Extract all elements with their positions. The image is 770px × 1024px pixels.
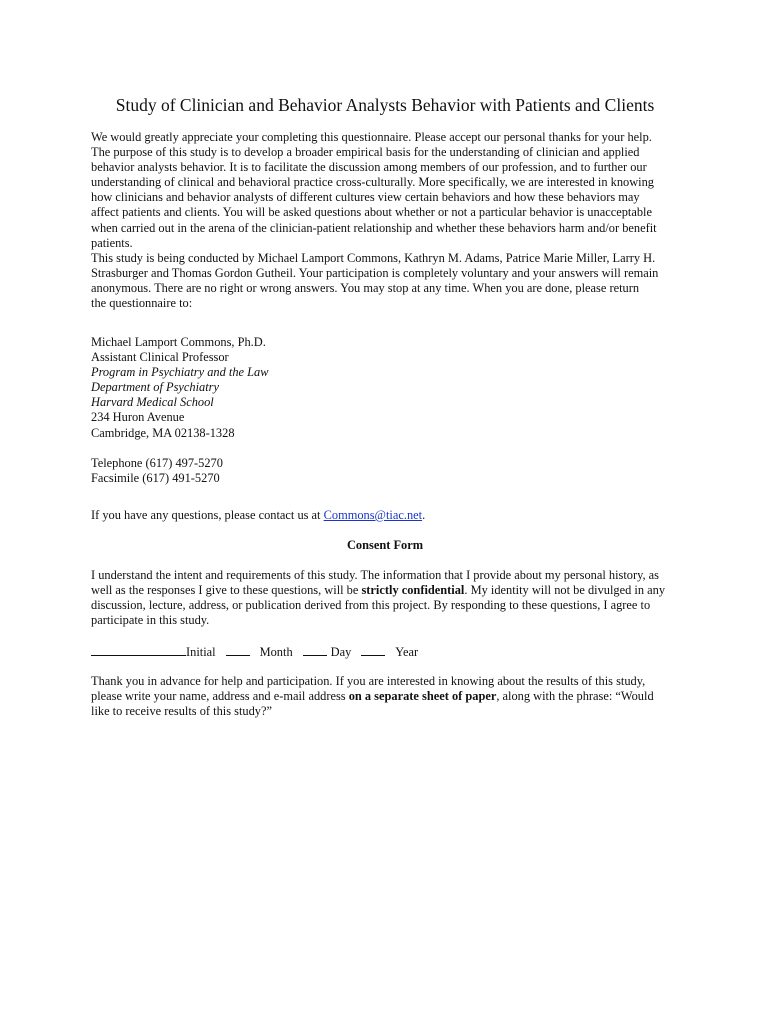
consent-paragraph xyxy=(91,568,691,628)
facsimile-number: Facsimile (617) 491-5270 xyxy=(91,471,220,486)
intro-line: the questionnaire to: xyxy=(91,296,193,311)
address-city: Cambridge, MA 02138-1328 xyxy=(91,425,235,440)
intro-line: how clinicians and behavior analysts of different cultures view certain behaviors and how these behaviors may xyxy=(91,190,640,205)
questions-sentence xyxy=(91,508,691,523)
address-school: Harvard Medical School xyxy=(91,395,214,410)
address-street: 234 Huron Avenue xyxy=(91,410,185,425)
day-label: Day xyxy=(330,645,352,659)
intro-line: We would greatly appreciate your completing this questionnaire. Please accept our personal thanks for your help. xyxy=(91,130,652,144)
consent-line xyxy=(91,583,691,598)
intro-line: affect patients and clients. You will be asked questions about whether or not a particular behavior is unacceptable xyxy=(91,205,652,220)
questions-line xyxy=(91,508,691,523)
thanks-line2-post: , along with the phrase: “Would xyxy=(496,689,654,704)
thanks-line: like to receive results of this study?” xyxy=(91,704,272,719)
consent-line: participate in this study. xyxy=(91,613,210,628)
intro-line: behavior analysts behavior. It is to facilitate the discussion among members of our profession, and to further our xyxy=(91,160,647,175)
contact-numbers xyxy=(91,456,691,486)
address-name: Michael Lamport Commons, Ph.D. xyxy=(91,335,266,349)
intro-line: understanding of clinical and behavioral practice cross-culturally. More specifically, we are interested in knowing xyxy=(91,175,654,190)
signature-line xyxy=(91,644,691,660)
month-label: Month xyxy=(259,645,293,659)
initial-blank[interactable] xyxy=(91,644,186,656)
mailing-address xyxy=(91,335,691,441)
intro-line: This study is being conducted by Michael Lamport Commons, Kathryn M. Adams, Patrice Marie Miller, Larry H. xyxy=(91,250,656,265)
separate-sheet-text: on a separate sheet of paper xyxy=(348,689,497,704)
initial-date-row xyxy=(91,644,691,660)
thanks-paragraph xyxy=(91,674,691,719)
consent-line2-post: . My identity will not be divulged in any xyxy=(464,583,666,598)
address-position: Assistant Clinical Professor xyxy=(91,350,229,365)
telephone-number: Telephone (617) 497-5270 xyxy=(91,456,223,470)
consent-form-heading: Consent Form xyxy=(346,538,424,552)
year-label: Year xyxy=(395,645,419,659)
intro-line: anonymous. There are no right or wrong answers. You may stop at any time. When you are done, please return xyxy=(91,280,640,295)
year-blank[interactable] xyxy=(361,644,385,656)
consent-line: discussion, lecture, address, or publication derived from this project. By responding to these questions, I agree to xyxy=(91,598,651,613)
thanks-line2-pre: please write your name, address and e-mail address xyxy=(91,689,349,704)
questions-suffix: . xyxy=(422,508,426,522)
email-link[interactable]: Commons@tiac.net xyxy=(323,508,423,522)
initial-label: Initial xyxy=(186,645,216,659)
address-department: Department of Psychiatry xyxy=(91,380,220,395)
questions-prefix: If you have any questions, please contact us at xyxy=(91,508,324,522)
strictly-confidential-text: strictly confidential xyxy=(361,583,465,598)
thanks-line xyxy=(91,689,691,704)
intro-line: The purpose of this study is to develop a broader empirical basis for the understanding of clinician and applied xyxy=(91,145,640,160)
intro-line: patients. xyxy=(91,235,133,250)
intro-line: Strasburger and Thomas Gordon Gutheil. Your participation is completely voluntary and your answers will remain xyxy=(91,265,659,280)
document-title: Study of Clinician and Behavior Analysts Behavior with Patients and Clients xyxy=(115,95,655,115)
thanks-line: Thank you in advance for help and participation. If you are interested in knowing about the results of this study, xyxy=(91,674,646,688)
intro-paragraph xyxy=(91,130,691,311)
month-blank[interactable] xyxy=(226,644,250,656)
intro-line: when carried out in the arena of the clinician-patient relationship and whether these behaviors harm and/or benefit xyxy=(91,220,657,235)
address-program: Program in Psychiatry and the Law xyxy=(91,365,269,380)
consent-line2-pre: well as the responses I give to these questions, will be xyxy=(91,583,362,598)
consent-line: I understand the intent and requirements of this study. The information that I provide about my personal history, as xyxy=(91,568,660,582)
day-blank[interactable] xyxy=(303,644,327,656)
